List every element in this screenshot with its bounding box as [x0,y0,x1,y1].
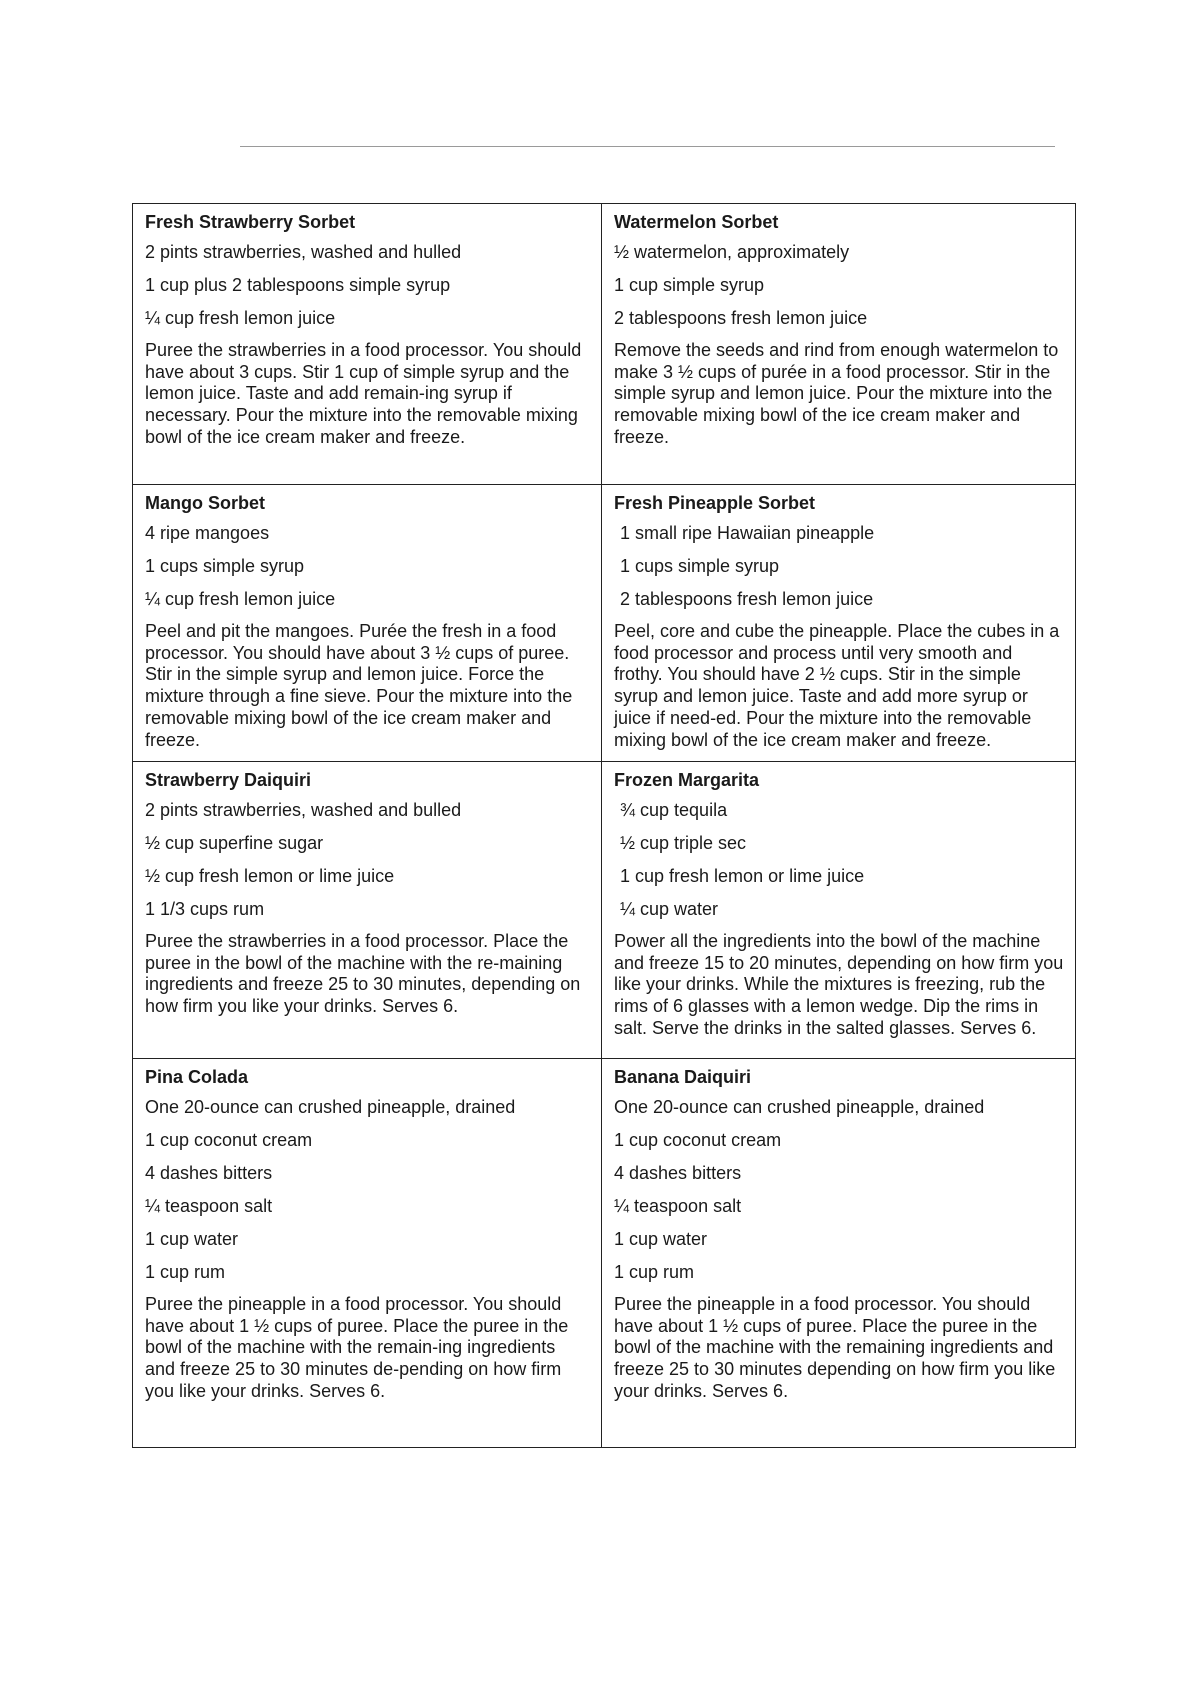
ingredient-item: 1 cups simple syrup [620,556,780,576]
recipe-table [132,203,1076,1448]
ingredient-item: 1 1/3 cups rum [145,899,265,919]
ingredient-item: ¾ cup tequila [620,800,728,820]
ingredient-item: ½ cup superfine sugar [145,833,324,853]
ingredient-item: 2 tablespoons fresh lemon juice [614,308,868,328]
recipe-title: Pina Colada [145,1067,249,1087]
recipe-title: Frozen Margarita [614,770,760,790]
recipe-title: Mango Sorbet [145,493,265,513]
recipe-instructions: Remove the seeds and rind from enough watermelon to make 3 ½ cups of purée in a food processor. Stir in the simple syrup and lemon juice. Pour the mixture into the removable mixing bowl of the ice cream maker and freeze. [614,340,1059,447]
ingredient-item: 4 ripe mangoes [145,523,270,543]
recipe-card-pina-colada [133,1059,602,1448]
recipe-title: Fresh Pineapple Sorbet [614,493,816,513]
recipe-instructions: Peel, core and cube the pineapple. Place the cubes in a food processor and process until very smooth and frothy. You should have 2 ½ cups. Stir in the simple syrup and lemon juice. Taste and add more syrup or juice if need-ed. Pour the mixture into the removable mixing bowl of the ice cream maker and freeze. [614,621,1060,750]
recipe-card-banana-daiquiri [602,1059,1076,1448]
ingredient-item: ¼ cup fresh lemon juice [145,589,336,609]
ingredient-item: ¼ teaspoon salt [614,1196,742,1216]
header-rule [240,146,1055,147]
recipe-card-fresh-pineapple-sorbet [602,485,1076,762]
ingredient-item: One 20-ounce can crushed pineapple, drained [145,1097,516,1117]
recipe-instructions: Puree the pineapple in a food processor. You should have about 1 ½ cups of puree. Place the puree in the bowl of the machine with the remaining ingredients and freeze 25 to 30 minutes depending on how firm you like your drinks. Serves 6. [614,1294,1056,1401]
recipe-card-fresh-strawberry-sorbet [133,204,602,485]
ingredient-item: 4 dashes bitters [614,1163,742,1183]
ingredient-item: 1 cup fresh lemon or lime juice [620,866,865,886]
ingredient-item: 2 pints strawberries, washed and hulled [145,242,462,262]
recipe-card-frozen-margarita [602,762,1076,1059]
ingredient-item: 1 cups simple syrup [145,556,305,576]
recipe-title: Watermelon Sorbet [614,212,779,232]
recipe-card-strawberry-daiquiri [133,762,602,1059]
ingredient-item: 1 cup plus 2 tablespoons simple syrup [145,275,451,295]
ingredient-item: 1 cup water [145,1229,239,1249]
ingredient-item: 1 cup coconut cream [145,1130,313,1150]
recipe-card-mango-sorbet [133,485,602,762]
recipe-instructions: Puree the pineapple in a food processor. You should have about 1 ½ cups of puree. Place the puree in the bowl of the machine with the remain-ing ingredients and freeze 25 to 30 minutes de-pending on how firm you like your drinks. Serves 6. [145,1294,569,1401]
ingredient-item: ½ cup triple sec [620,833,747,853]
ingredient-item: 2 tablespoons fresh lemon juice [620,589,874,609]
ingredient-item: 1 cup simple syrup [614,275,765,295]
ingredient-item: One 20-ounce can crushed pineapple, drained [614,1097,985,1117]
ingredient-item: ½ watermelon, approximately [614,242,850,262]
table-row [133,204,1076,485]
ingredient-item: ¼ cup water [620,899,719,919]
recipe-instructions: Puree the strawberries in a food processor. Place the puree in the bowl of the machine with the re-maining ingredients and freeze 25 to 30 minutes, depending on how firm you like your drinks. Serves 6. [145,931,581,1017]
recipe-instructions: Peel and pit the mangoes. Purée the fresh in a food processor. You should have about 3 ½ cups of puree. Stir in the simple syrup and lemon juice. Force the mixture through a fine sieve. Pour the mixture into the removable mixing bowl of the ice cream maker and freeze. [145,621,573,750]
recipe-title: Strawberry Daiquiri [145,770,312,790]
ingredient-item: 1 cup rum [614,1262,695,1282]
table-row [133,1059,1076,1448]
ingredient-item: 2 pints strawberries, washed and bulled [145,800,462,820]
ingredient-item: 1 cup water [614,1229,708,1249]
ingredient-item: ¼ cup fresh lemon juice [145,308,336,328]
recipe-instructions: Puree the strawberries in a food processor. You should have about 3 cups. Stir 1 cup of simple syrup and the lemon juice. Taste and add remain-ing syrup if necessary. Pour the mixture into the removable mixing bowl of the ice cream maker and freeze. [145,340,582,447]
recipe-title: Fresh Strawberry Sorbet [145,212,356,232]
ingredient-item: 1 small ripe Hawaiian pineapple [620,523,875,543]
ingredient-item: ½ cup fresh lemon or lime juice [145,866,395,886]
ingredient-item: 1 cup rum [145,1262,226,1282]
ingredient-item: 1 cup coconut cream [614,1130,782,1150]
recipe-title: Banana Daiquiri [614,1067,752,1087]
table-row [133,485,1076,762]
recipe-instructions: Power all the ingredients into the bowl of the machine and freeze 15 to 20 minutes, depending on how firm you like your drinks. While the mixtures is freezing, rub the rims of 6 glasses with a lemon wedge. Dip the rims in salt. Serve the drinks in the salted glasses. Serves 6. [614,931,1064,1038]
recipe-card-watermelon-sorbet [602,204,1076,485]
ingredient-item: 4 dashes bitters [145,1163,273,1183]
ingredient-item: ¼ teaspoon salt [145,1196,273,1216]
table-row [133,762,1076,1059]
